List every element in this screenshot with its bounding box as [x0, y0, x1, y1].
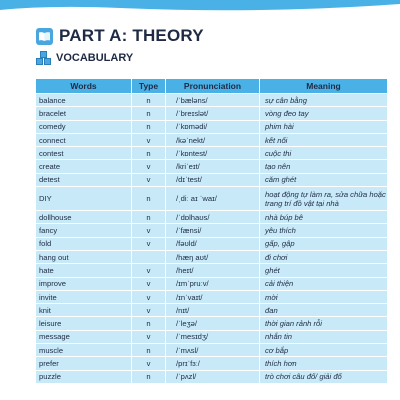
- cell-pronunciation: /ˈpʌzl/: [166, 370, 260, 383]
- col-header-meaning: Meaning: [260, 79, 388, 94]
- cell-type: v: [132, 224, 166, 237]
- cell-pronunciation: /ˈkɒmədi/: [166, 120, 260, 133]
- table-row: [36, 107, 388, 120]
- col-header-pronunciation: Pronunciation: [166, 79, 260, 94]
- part-title: PART A: THEORY: [59, 26, 204, 45]
- cell-pronunciation: /kəˈnekt/: [166, 133, 260, 146]
- table-row: [36, 187, 388, 211]
- col-header-type: Type: [132, 79, 166, 94]
- table-row: [36, 317, 388, 330]
- cell-word: fancy: [36, 224, 132, 237]
- table-row: [36, 357, 388, 370]
- cell-word: DIY: [36, 187, 132, 211]
- vocabulary-title: VOCABULARY: [56, 52, 134, 64]
- cell-meaning: hoạt động tự làm ra, sửa chữa hoặc trang trí đồ vật tại nhà: [260, 187, 388, 211]
- table-row: [36, 133, 388, 146]
- book-icon: [36, 28, 53, 45]
- cell-meaning: cơ bắp: [260, 344, 388, 357]
- cell-pronunciation: /ˈfænsi/: [166, 224, 260, 237]
- table-row: [36, 160, 388, 173]
- cell-word: hate: [36, 264, 132, 277]
- cell-pronunciation: /heɪt/: [166, 264, 260, 277]
- cell-word: dollhouse: [36, 211, 132, 224]
- cell-pronunciation: /ˈmesɪdʒ/: [166, 330, 260, 343]
- cell-meaning: nhà búp bê: [260, 211, 388, 224]
- cell-pronunciation: /ˈkɒntest/: [166, 147, 260, 160]
- cell-type: n: [132, 120, 166, 133]
- table-row: [36, 264, 388, 277]
- cell-meaning: sự cân bằng: [260, 94, 388, 107]
- cell-word: detest: [36, 173, 132, 186]
- vocabulary-table: [35, 78, 388, 384]
- table-row: [36, 344, 388, 357]
- cell-word: comedy: [36, 120, 132, 133]
- cell-type: n: [132, 211, 166, 224]
- cell-pronunciation: /nɪt/: [166, 304, 260, 317]
- cell-type: v: [132, 264, 166, 277]
- cell-meaning: phim hài: [260, 120, 388, 133]
- cell-meaning: trò chơi câu đố/ giải đố: [260, 370, 388, 383]
- cell-word: hang out: [36, 250, 132, 263]
- cell-type: n: [132, 187, 166, 211]
- cell-word: knit: [36, 304, 132, 317]
- cell-meaning: mời: [260, 290, 388, 303]
- cell-word: fold: [36, 237, 132, 250]
- cell-type: v: [132, 330, 166, 343]
- cell-type: v: [132, 357, 166, 370]
- cell-type: n: [132, 344, 166, 357]
- table-body: [36, 94, 388, 384]
- cell-pronunciation: /kriˈeɪt/: [166, 160, 260, 173]
- cell-word: connect: [36, 133, 132, 146]
- cell-meaning: ghét: [260, 264, 388, 277]
- cell-type: n: [132, 147, 166, 160]
- table-row: [36, 224, 388, 237]
- col-header-words: Words: [36, 79, 132, 94]
- cell-pronunciation: /dɪˈtest/: [166, 173, 260, 186]
- cell-pronunciation: /ɪmˈpruːv/: [166, 277, 260, 290]
- cell-pronunciation: /prɪˈfɜː/: [166, 357, 260, 370]
- cell-meaning: đan: [260, 304, 388, 317]
- cell-meaning: cải thiện: [260, 277, 388, 290]
- cell-meaning: gấp, gập: [260, 237, 388, 250]
- table-row: [36, 94, 388, 107]
- table-row: [36, 370, 388, 383]
- cell-pronunciation: /ˈmʌsl/: [166, 344, 260, 357]
- cell-meaning: thời gian rảnh rỗi: [260, 317, 388, 330]
- cell-word: puzzle: [36, 370, 132, 383]
- cell-type: v: [132, 277, 166, 290]
- part-heading: [36, 26, 204, 46]
- table-row: [36, 173, 388, 186]
- cell-word: invite: [36, 290, 132, 303]
- cell-word: balance: [36, 94, 132, 107]
- cell-word: muscle: [36, 344, 132, 357]
- cell-pronunciation: /ˈbæləns/: [166, 94, 260, 107]
- cell-meaning: kết nối: [260, 133, 388, 146]
- cell-word: improve: [36, 277, 132, 290]
- cell-type: v: [132, 173, 166, 186]
- cell-pronunciation: /ˌdiː aɪ ˈwaɪ/: [166, 187, 260, 211]
- cell-pronunciation: /ˈbreɪslət/: [166, 107, 260, 120]
- cell-type: n: [132, 107, 166, 120]
- cell-pronunciation: /hæŋ aʊt/: [166, 250, 260, 263]
- cell-meaning: đi chơi: [260, 250, 388, 263]
- cell-type: v: [132, 290, 166, 303]
- cell-meaning: yêu thích: [260, 224, 388, 237]
- cell-type: n: [132, 370, 166, 383]
- cell-word: contest: [36, 147, 132, 160]
- cell-type: n: [132, 317, 166, 330]
- table-row: [36, 237, 388, 250]
- cell-type: [132, 250, 166, 263]
- cell-type: v: [132, 304, 166, 317]
- table-row: [36, 277, 388, 290]
- cell-pronunciation: /ˈleʒə/: [166, 317, 260, 330]
- cell-type: v: [132, 133, 166, 146]
- table-row: [36, 120, 388, 133]
- table-row: [36, 250, 388, 263]
- table-row: [36, 147, 388, 160]
- cell-type: n: [132, 94, 166, 107]
- cell-type: v: [132, 237, 166, 250]
- cell-word: message: [36, 330, 132, 343]
- cell-word: create: [36, 160, 132, 173]
- vocabulary-heading: [36, 50, 133, 66]
- table-row: [36, 330, 388, 343]
- cell-meaning: căm ghét: [260, 173, 388, 186]
- cell-word: leisure: [36, 317, 132, 330]
- cell-pronunciation: /ɪnˈvaɪt/: [166, 290, 260, 303]
- cell-word: bracelet: [36, 107, 132, 120]
- table-row: [36, 304, 388, 317]
- table-header-row: [36, 79, 388, 94]
- cell-type: v: [132, 160, 166, 173]
- cell-meaning: tạo nên: [260, 160, 388, 173]
- table-row: [36, 290, 388, 303]
- top-decorative-band: [0, 0, 400, 14]
- cell-meaning: thích hơn: [260, 357, 388, 370]
- cell-meaning: cuộc thi: [260, 147, 388, 160]
- cell-pronunciation: /ˈdɒlhaʊs/: [166, 211, 260, 224]
- blocks-icon: [36, 50, 52, 66]
- cell-meaning: nhắn tin: [260, 330, 388, 343]
- table-row: [36, 211, 388, 224]
- cell-pronunciation: /fəʊld/: [166, 237, 260, 250]
- cell-word: prefer: [36, 357, 132, 370]
- cell-meaning: vòng đeo tay: [260, 107, 388, 120]
